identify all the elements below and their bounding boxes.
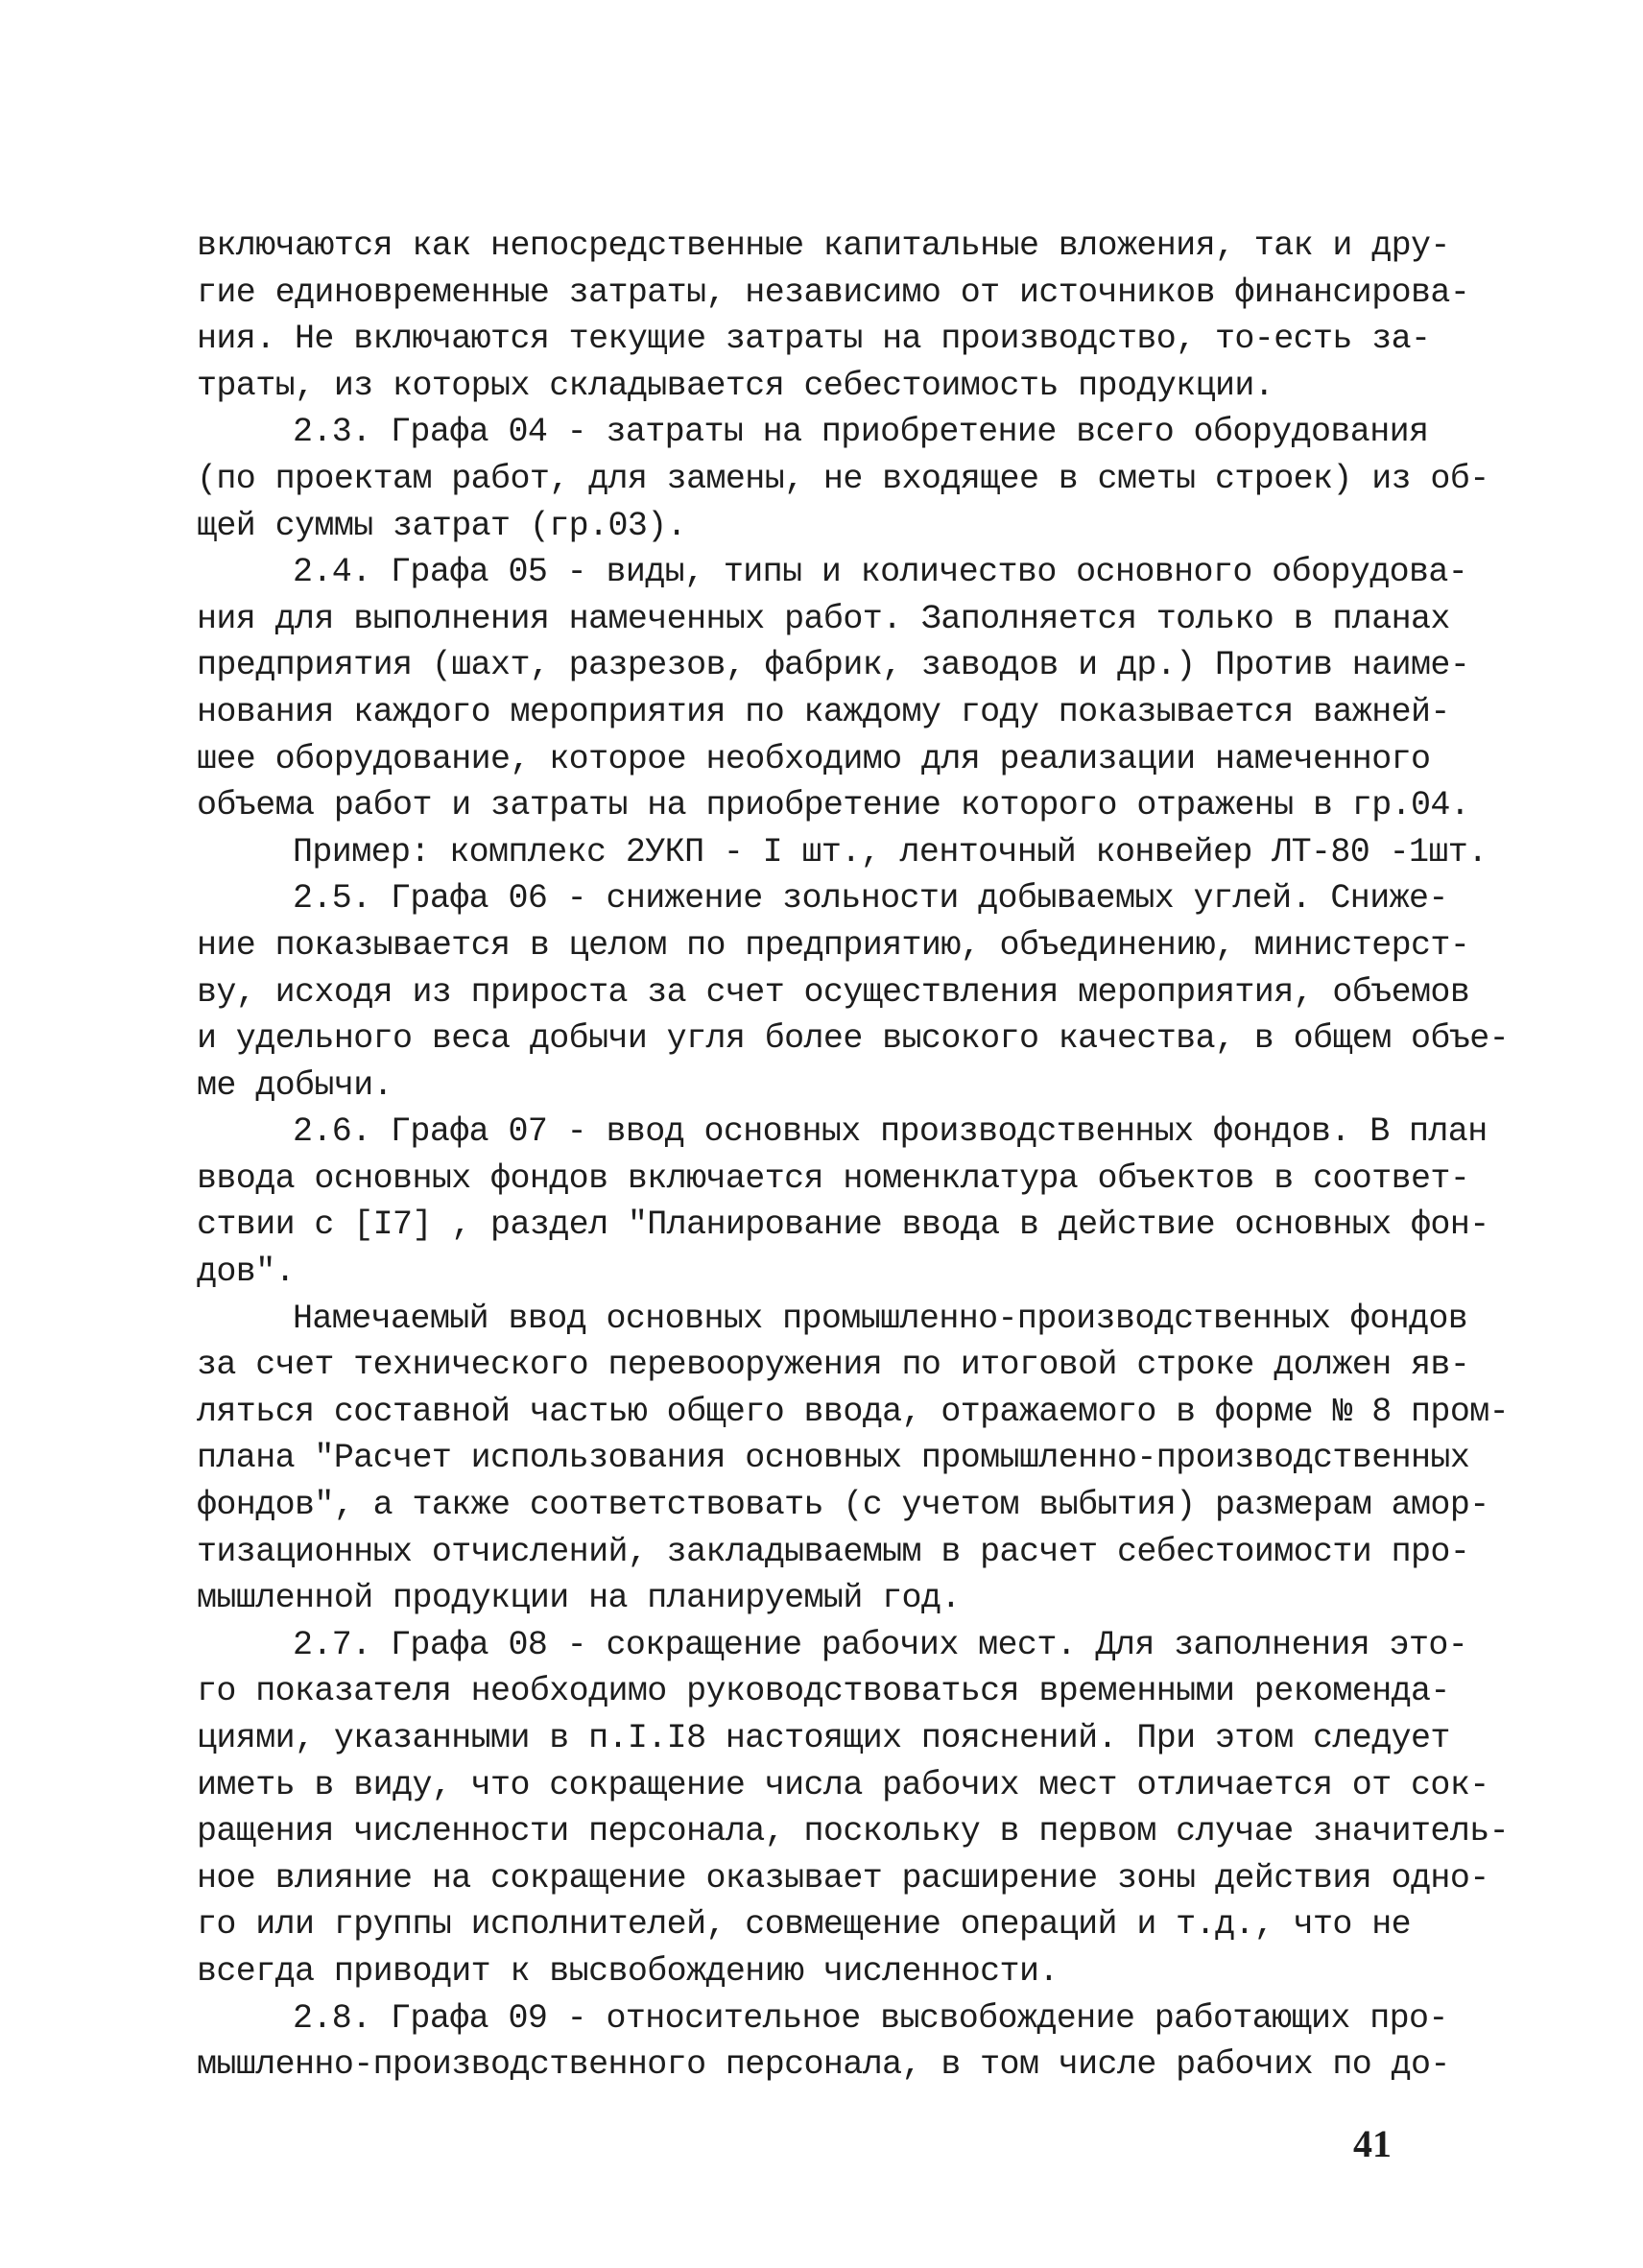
text-line: ме добычи. <box>197 1065 393 1105</box>
text-line: нования каждого мероприятия по каждому году показывается важней- <box>197 692 1450 731</box>
text-line: го или группы исполнителей, совмещение операций и т.д., что не <box>197 1905 1412 1945</box>
text-line: предприятия (шахт, разрезов, фабрик, заводов и др.) Против наиме- <box>197 646 1470 685</box>
text-line: ное влияние на сокращение оказывает расширение зоны действия одно- <box>197 1858 1489 1898</box>
section-2-7-heading-line: 2.7. Графа 08 - сокращение рабочих мест. Для заполнения это- <box>293 1625 1468 1664</box>
text-line: траты, из которых складывается себестоимость продукции. <box>197 366 1274 405</box>
text-line-with-reference: ствии с [I7] , раздел "Планирование ввода в действие основных фон- <box>197 1206 1489 1245</box>
text-line: шее оборудование, которое необходимо для реализации намеченного <box>197 739 1431 778</box>
text-line: за счет технического перевооружения по итоговой строке должен яв- <box>197 1346 1470 1385</box>
section-2-8-heading-line: 2.8. Графа 09 - относительное высвобождение работающих про- <box>293 1998 1448 2038</box>
text-line: ние показывается в целом по предприятию, объединению, министерст- <box>197 925 1470 965</box>
section-2-5-heading-line: 2.5. Графа 06 - снижение зольности добываемых углей. Сниже- <box>293 879 1448 919</box>
text-line: дов". <box>197 1253 296 1292</box>
body-text <box>197 223 1510 2089</box>
text-line: ния для выполнения намеченных работ. Заполняется только в планах <box>197 599 1450 638</box>
text-line: щей суммы затрат (гр.03). <box>197 506 687 545</box>
text-line: ращения численности персонала, поскольку в первом случае значитель- <box>197 1812 1510 1851</box>
text-line: всегда приводит к высвобождению численности. <box>197 1951 1059 1991</box>
text-line: гие единовременные затраты, независимо от источников финансирова- <box>197 273 1470 312</box>
text-line: ния. Не включаются текущие затраты на производство, то-есть за- <box>197 320 1431 359</box>
text-line: тизационных отчислений, закладываемым в расчет себестоимости про- <box>197 1532 1470 1571</box>
text-line: ляться составной частью общего ввода, отражаемого в форме № 8 пром- <box>197 1392 1510 1431</box>
text-line: циями, указанными в п.I.I8 настоящих пояснений. При этом следует <box>197 1719 1450 1757</box>
text-line: мышленно-производственного персонала, в том числе рабочих по до- <box>197 2045 1450 2085</box>
text-line: (по проектам работ, для замены, не входящее в сметы строек) из об- <box>197 459 1489 498</box>
section-2-4-heading-line: 2.4. Графа 05 - виды, типы и количество основного оборудова- <box>293 553 1468 592</box>
text-line: го показателя необходимо руководствоваться временными рекоменда- <box>197 1672 1450 1711</box>
text-line: ву, исходя из прироста за счет осуществления мероприятия, объемов <box>197 972 1470 1012</box>
text-line: мышленной продукции на планируемый год. <box>197 1579 961 1618</box>
text-line: объема работ и затраты на приобретение которого отражены в гр.04. <box>197 786 1470 825</box>
paragraph-start-line: Намечаемый ввод основных промышленно-производственных фондов <box>293 1299 1468 1338</box>
text-line: иметь в виду, что сокращение числа рабочих мест отличается от сок- <box>197 1765 1489 1804</box>
text-line: плана "Расчет использования основных промышленно-производственных <box>197 1439 1470 1478</box>
page-number: 41 <box>1353 2122 1392 2165</box>
text-line: ввода основных фондов включается номенклатура объектов в соответ- <box>197 1158 1470 1198</box>
text-line: и удельного веса добычи угля более высокого качества, в общем объе- <box>197 1019 1510 1059</box>
example-line: Пример: комплекс 2УКП - I шт., ленточный конвейер ЛТ-80 -1шт. <box>293 832 1488 871</box>
text-line: включаются как непосредственные капитальные вложения, так и дру- <box>197 227 1450 265</box>
section-2-3-heading-line: 2.3. Графа 04 - затраты на приобретение всего оборудования <box>293 413 1429 452</box>
text-line: фондов", а также соответствовать (с учетом выбытия) размерам амор- <box>197 1486 1489 1525</box>
section-2-6-heading-line: 2.6. Графа 07 - ввод основных производственных фондов. В план <box>293 1112 1488 1152</box>
